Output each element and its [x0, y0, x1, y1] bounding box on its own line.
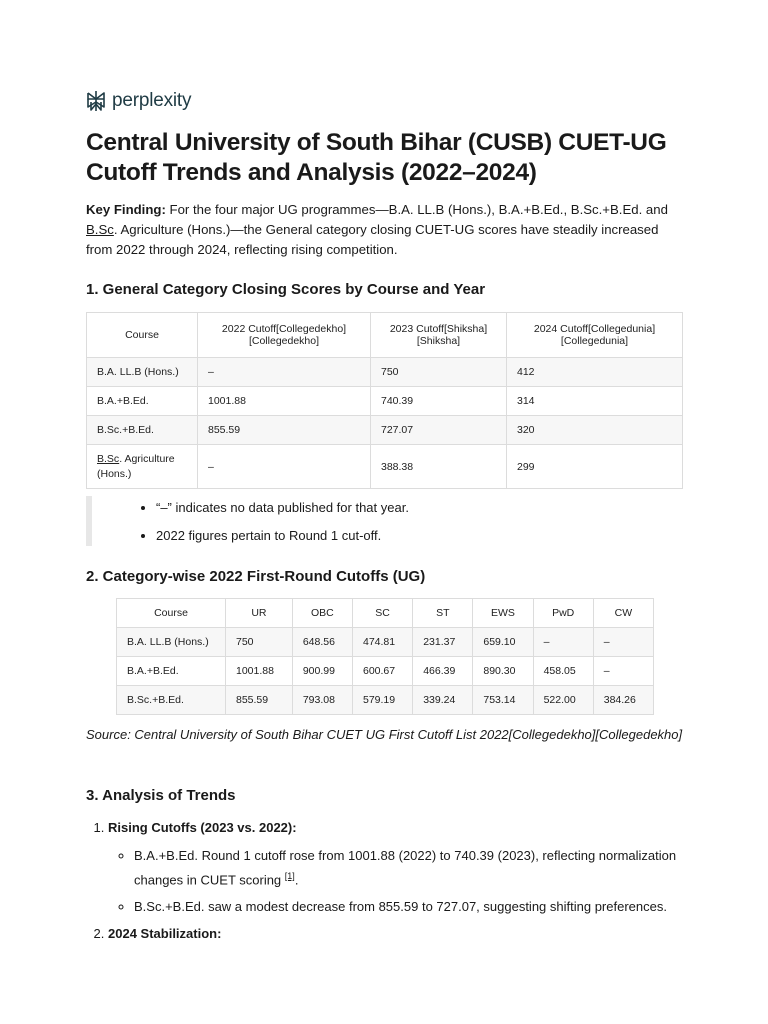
col-header-st: ST — [413, 599, 473, 628]
notes-block — [86, 496, 409, 546]
analysis-list — [86, 818, 708, 944]
cell-ur: 855.59 — [226, 686, 293, 715]
cell-obc: 900.99 — [292, 657, 352, 686]
table-header-row — [117, 599, 654, 628]
col-header-obc: OBC — [292, 599, 352, 628]
analysis-sublist — [108, 846, 708, 917]
cell-2022: – — [198, 445, 371, 489]
cell-2024: 299 — [507, 445, 683, 489]
cell-course — [87, 445, 198, 489]
cell-ur: 1001.88 — [226, 657, 293, 686]
section-1-heading: 1. General Category Closing Scores by Course and Year — [86, 281, 486, 298]
table-row — [87, 416, 683, 445]
cell-cw: – — [593, 657, 653, 686]
cell-2022: 855.59 — [198, 416, 371, 445]
notes-list — [92, 496, 409, 552]
analysis-bullet: ◦ B.Sc.+B.Ed. saw a modest decrease from 855.59 to 727.07, suggesting shifting preferences. — [134, 897, 708, 917]
cell-course: B.Sc.+B.Ed. — [117, 686, 226, 715]
col-header-ews: EWS — [473, 599, 533, 628]
cell-course: B.A.+B.Ed. — [117, 657, 226, 686]
col-header-course: Course — [87, 313, 198, 358]
perplexity-logo-icon — [86, 90, 106, 112]
cell-2024: 320 — [507, 416, 683, 445]
analysis-item-title: Rising Cutoffs (2023 vs. 2022): — [108, 820, 297, 835]
bsc-link[interactable]: B.Sc — [86, 222, 114, 237]
cell-st: 231.37 — [413, 628, 473, 657]
cell-sc: 474.81 — [353, 628, 413, 657]
category-cutoff-table — [116, 598, 654, 715]
cell-cw: 384.26 — [593, 686, 653, 715]
citation-suffix: . — [294, 872, 299, 888]
brand-name: perplexity — [112, 90, 192, 111]
table-row — [117, 657, 654, 686]
analysis-bullet-text: B.A.+B.Ed. Round 1 cutoff rose from 1001.88 (2022) to 740.39 (2023), reflecting normalization changes in CUET scoring — [134, 848, 677, 888]
cell-course: B.A. LL.B (Hons.) — [117, 628, 226, 657]
cell-st: 339.24 — [413, 686, 473, 715]
key-finding-label: Key Finding: — [86, 202, 166, 217]
cell-obc: 793.08 — [292, 686, 352, 715]
col-header-cw: CW — [593, 599, 653, 628]
table-row — [87, 358, 683, 387]
cell-cw: – — [593, 628, 653, 657]
analysis-item — [108, 818, 708, 917]
cell-2024: 412 — [507, 358, 683, 387]
brand-logo[interactable] — [86, 90, 191, 112]
table-header-row — [87, 313, 683, 358]
cell-ur: 750 — [226, 628, 293, 657]
analysis-item — [108, 924, 708, 944]
cell-obc: 648.56 — [292, 628, 352, 657]
cell-course: B.A. LL.B (Hons.) — [87, 358, 198, 387]
cell-2022: – — [198, 358, 371, 387]
col-header-2022: 2022 Cutoff[Collegedekho][Collegedekho] — [198, 313, 371, 358]
course-rest: . Agriculture (Hons.) — [97, 452, 175, 480]
col-header-2023: 2023 Cutoff[Shiksha][Shiksha] — [371, 313, 507, 358]
table-row — [87, 445, 683, 489]
key-finding — [86, 200, 686, 260]
cell-2023: 727.07 — [371, 416, 507, 445]
cell-ews: 890.30 — [473, 657, 533, 686]
note-item: • “–” indicates no data published for that year. — [156, 496, 409, 524]
table-row — [117, 686, 654, 715]
col-header-course: Course — [117, 599, 226, 628]
cell-ews: 753.14 — [473, 686, 533, 715]
bsc-link[interactable]: B.Sc — [97, 452, 120, 465]
source-note: Source: Central University of South Bihar CUET UG First Cutoff List 2022[Collegedekho][Collegedekho] — [86, 727, 683, 742]
section-2-heading: 2. Category-wise 2022 First-Round Cutoffs (UG) — [86, 568, 426, 585]
col-header-pwd: PwD — [533, 599, 593, 628]
page-title: Central University of South Bihar (CUSB) CUET-UG Cutoff Trends and Analysis (2022–2024) — [86, 129, 667, 186]
cell-ews: 659.10 — [473, 628, 533, 657]
cell-2024: 314 — [507, 387, 683, 416]
cell-2023: 750 — [371, 358, 507, 387]
cell-2023: 388.38 — [371, 445, 507, 489]
cell-pwd: 458.05 — [533, 657, 593, 686]
cell-sc: 600.67 — [353, 657, 413, 686]
table-row — [117, 628, 654, 657]
cell-sc: 579.19 — [353, 686, 413, 715]
cell-2022: 1001.88 — [198, 387, 371, 416]
cell-course: B.A.+B.Ed. — [87, 387, 198, 416]
col-header-sc: SC — [353, 599, 413, 628]
note-item: • 2022 figures pertain to Round 1 cut-off. — [156, 524, 409, 552]
citation-link[interactable]: [1] — [284, 871, 295, 881]
table-row — [87, 387, 683, 416]
cell-pwd: 522.00 — [533, 686, 593, 715]
col-header-ur: UR — [226, 599, 293, 628]
cell-st: 466.39 — [413, 657, 473, 686]
key-finding-text-2: . Agriculture (Hons.)—the General category closing CUET-UG scores have steadily increased from 2022 through 2024, reflecting rising competition. — [86, 222, 659, 257]
cell-pwd: – — [533, 628, 593, 657]
col-header-2024: 2024 Cutoff[Collegedunia][Collegedunia] — [507, 313, 683, 358]
section-3-heading: 3. Analysis of Trends — [86, 787, 236, 804]
analysis-item-title: 2024 Stabilization: — [108, 926, 222, 942]
analysis-bullet — [134, 846, 708, 890]
cell-course: B.Sc.+B.Ed. — [87, 416, 198, 445]
key-finding-text-1: For the four major UG programmes—B.A. LL.B (Hons.), B.A.+B.Ed., B.Sc.+B.Ed. and — [165, 202, 668, 217]
general-cutoff-table — [86, 312, 683, 489]
cell-2023: 740.39 — [371, 387, 507, 416]
